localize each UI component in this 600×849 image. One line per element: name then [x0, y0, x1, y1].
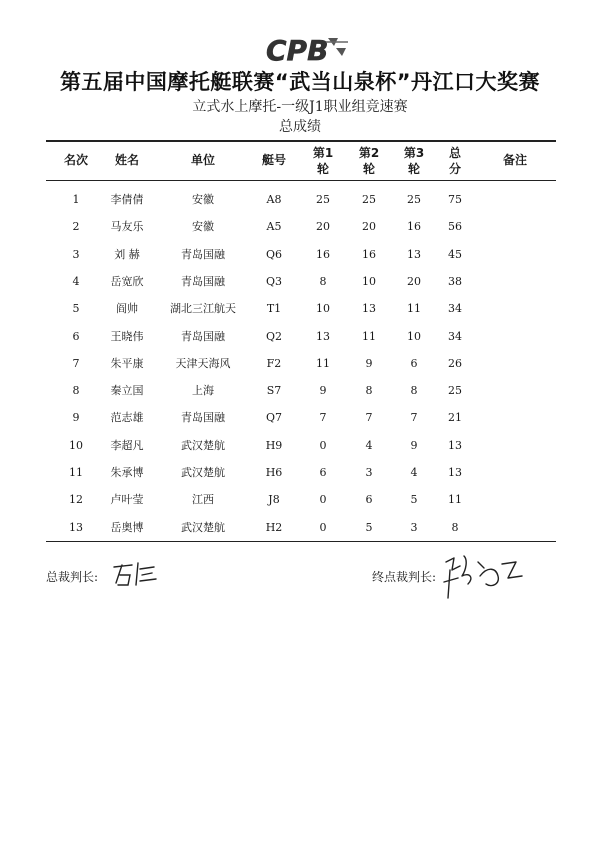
- cell-r3: 20: [407, 274, 421, 288]
- cell-boat: Q6: [265, 247, 283, 261]
- cell-total: 34: [448, 302, 462, 316]
- table-top-rule: [46, 140, 556, 142]
- cell-boat: H6: [265, 466, 283, 479]
- cell-name: 刘 赫: [114, 247, 140, 261]
- cell-unit: 江西: [192, 493, 214, 507]
- header-round-1: 第1轮: [312, 146, 334, 176]
- cell-total: 11: [448, 493, 462, 507]
- cell-r2: 6: [365, 493, 373, 507]
- cell-unit: 青岛国融: [181, 411, 225, 425]
- cell-total: 56: [448, 220, 462, 234]
- cell-r1: 0: [319, 438, 327, 452]
- cell-rank: 4: [72, 274, 80, 288]
- cell-r1: 25: [316, 193, 330, 206]
- header-boat: 艇号: [261, 153, 286, 167]
- header-total: 总分: [448, 146, 461, 176]
- cell-boat: Q3: [265, 274, 283, 288]
- header-unit: 单位: [190, 153, 215, 167]
- cell-r1: 0: [319, 520, 327, 534]
- cell-r3: 16: [407, 220, 421, 234]
- cell-r3: 3: [410, 520, 418, 534]
- cell-r3: 13: [407, 247, 421, 261]
- cell-name: 阎帅: [116, 302, 138, 316]
- cell-boat: H9: [265, 438, 283, 452]
- cell-r2: 20: [362, 220, 376, 234]
- cell-name: 王晓伟: [110, 329, 144, 343]
- cell-name: 马友乐: [110, 220, 144, 234]
- cell-boat: S7: [266, 384, 282, 398]
- cell-rank: 2: [72, 220, 80, 234]
- cell-r2: 4: [365, 438, 373, 452]
- cell-r3: 10: [407, 329, 421, 343]
- cell-r2: 9: [365, 356, 373, 370]
- cell-name: 朱承博: [110, 466, 144, 479]
- cell-boat: F2: [266, 356, 282, 370]
- cell-r1: 9: [319, 384, 327, 398]
- cpb-logo: [262, 34, 352, 64]
- header-note: 备注: [502, 153, 527, 167]
- cell-unit: 青岛国融: [181, 329, 225, 343]
- cell-r3: 4: [410, 466, 418, 479]
- cell-name: 李倩倩: [110, 193, 144, 206]
- cell-r1: 8: [319, 274, 327, 288]
- cell-name: 卢叶莹: [110, 493, 144, 507]
- cell-rank: 8: [72, 384, 80, 398]
- cell-unit: 上海: [192, 384, 214, 398]
- cell-total: 38: [448, 274, 462, 288]
- cell-boat: T1: [266, 302, 282, 316]
- cell-r2: 7: [365, 411, 373, 425]
- cell-r3: 25: [407, 193, 421, 206]
- cell-unit: 青岛国融: [181, 247, 225, 261]
- cell-boat: A8: [266, 193, 282, 206]
- cell-rank: 6: [72, 329, 80, 343]
- cell-total: 25: [448, 384, 462, 398]
- cell-r1: 11: [316, 356, 330, 370]
- cell-rank: 10: [69, 438, 83, 452]
- cell-name: 朱平康: [110, 356, 144, 370]
- cell-r3: 5: [410, 493, 418, 507]
- cell-rank: 5: [72, 302, 80, 316]
- cell-rank: 9: [72, 411, 80, 425]
- cell-unit: 武汉楚航: [181, 520, 225, 534]
- header-round-3: 第3轮: [403, 146, 425, 176]
- cell-total: 13: [448, 466, 462, 479]
- cell-total: 21: [448, 411, 462, 425]
- cell-r2: 8: [365, 384, 373, 398]
- cell-name: 岳宽欣: [110, 274, 144, 288]
- cell-r2: 3: [365, 466, 373, 479]
- cell-r1: 13: [316, 329, 330, 343]
- cpb-logo-text: CPB: [266, 34, 329, 64]
- cell-rank: 13: [69, 520, 83, 534]
- cell-r3: 9: [410, 438, 418, 452]
- cell-unit: 安徽: [192, 220, 214, 234]
- table-bottom-rule: [46, 541, 556, 542]
- table-header-rule: [46, 180, 556, 181]
- cell-unit: 安徽: [192, 193, 214, 206]
- cell-boat: A5: [266, 220, 282, 234]
- cell-r3: 7: [410, 411, 418, 425]
- finish-judge-signature: [438, 548, 528, 608]
- cell-name: 范志雄: [110, 411, 144, 425]
- cell-unit: 天津天海风: [175, 356, 231, 370]
- cell-total: 8: [451, 520, 459, 534]
- event-subtitle: 立式水上摩托-一级J1职业组竞速赛: [192, 99, 408, 115]
- cell-name: 李超凡: [110, 438, 144, 452]
- cell-boat: J8: [268, 493, 280, 507]
- cell-r2: 5: [365, 520, 373, 534]
- cell-r3: 8: [410, 384, 418, 398]
- chief-judge-signature: [110, 559, 160, 589]
- cell-r1: 10: [316, 302, 330, 316]
- cell-r3: 11: [407, 302, 421, 316]
- results-subtitle: 总成绩: [279, 119, 321, 135]
- cell-r2: 10: [362, 274, 376, 288]
- cell-unit: 武汉楚航: [181, 438, 225, 452]
- cell-r1: 16: [316, 247, 330, 261]
- cell-rank: 3: [72, 247, 80, 261]
- cell-r2: 16: [362, 247, 376, 261]
- cell-r3: 6: [410, 356, 418, 370]
- cell-rank: 7: [72, 356, 80, 370]
- header-round-2: 第2轮: [358, 146, 380, 176]
- cell-unit: 武汉楚航: [181, 466, 225, 479]
- cell-name: 秦立国: [110, 384, 144, 398]
- cell-r2: 25: [362, 193, 376, 206]
- cell-r1: 6: [319, 466, 327, 479]
- cell-r1: 0: [319, 493, 327, 507]
- cell-r2: 11: [362, 329, 376, 343]
- cell-r2: 13: [362, 302, 376, 316]
- cell-rank: 12: [69, 493, 83, 507]
- cell-r1: 20: [316, 220, 330, 234]
- cell-boat: Q7: [265, 411, 283, 425]
- cell-boat: H2: [265, 520, 283, 534]
- cell-name: 岳奥博: [110, 520, 144, 534]
- cell-total: 13: [448, 438, 462, 452]
- cell-total: 26: [448, 356, 462, 370]
- cell-total: 75: [448, 193, 462, 206]
- cell-rank: 11: [69, 466, 83, 479]
- header-rank: 名次: [63, 153, 88, 167]
- page-title: 第五届中国摩托艇联赛“武当山泉杯”丹江口大奖赛: [59, 70, 541, 94]
- cell-total: 34: [448, 329, 462, 343]
- cell-r1: 7: [319, 411, 327, 425]
- header-name: 姓名: [114, 153, 139, 167]
- finish-judge-label: 终点裁判长:: [372, 570, 437, 584]
- cell-unit: 青岛国融: [181, 274, 225, 288]
- cell-rank: 1: [72, 193, 80, 206]
- cell-boat: Q2: [265, 329, 283, 343]
- cell-total: 45: [448, 247, 462, 261]
- cell-unit: 湖北三江航天: [170, 302, 236, 316]
- chief-judge-label: 总裁判长:: [46, 570, 99, 584]
